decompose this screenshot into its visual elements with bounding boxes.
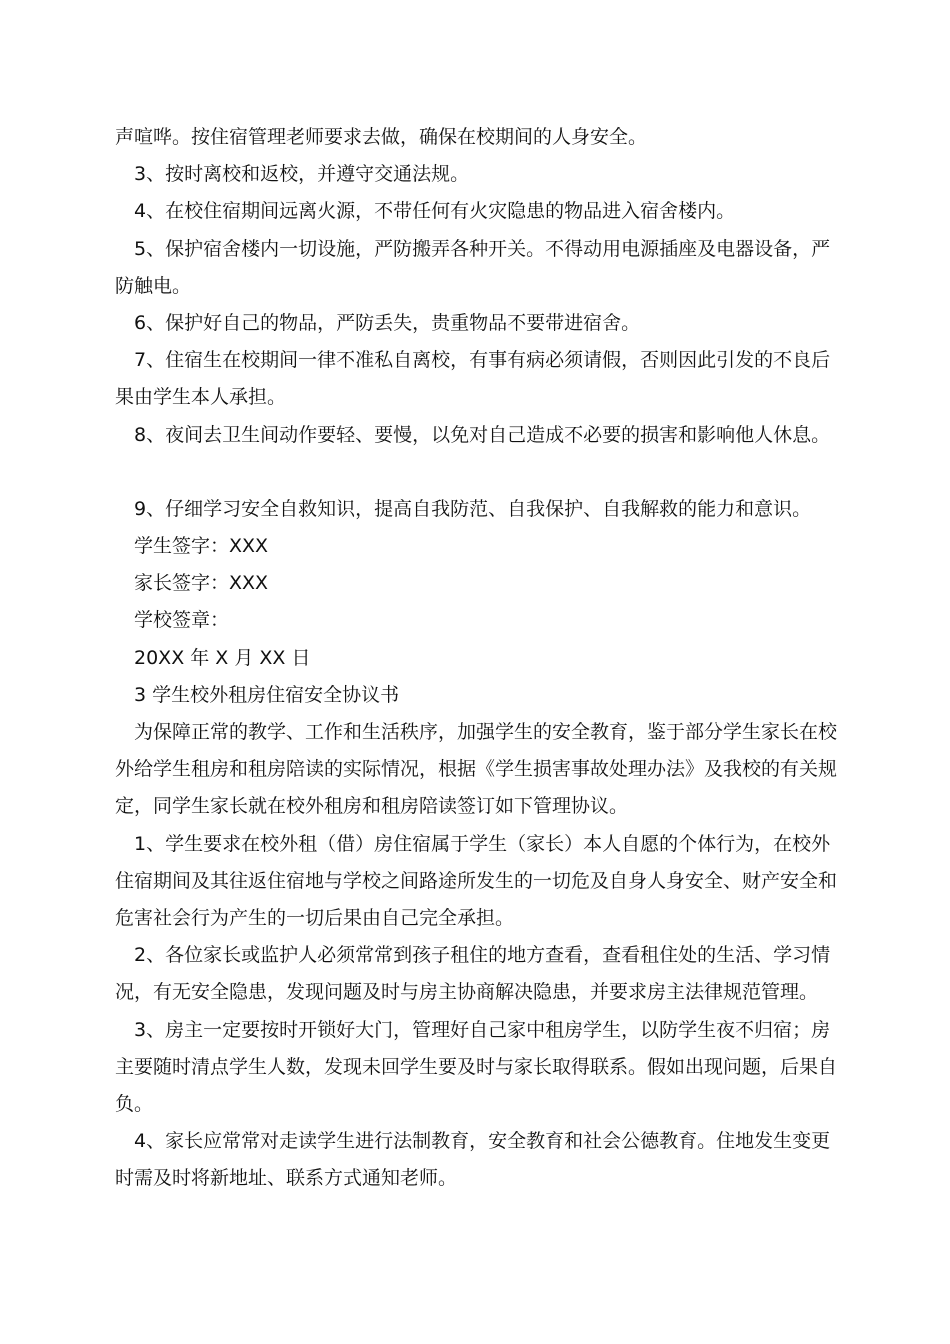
- rule-4-paragraph: 4、在校住宿期间远离火源，不带任何有火灾隐患的物品进入宿舍楼内。: [134, 200, 736, 223]
- agreement-clause-1: 1、学生要求在校外租（借）房住宿属于学生（家长）本人自愿的个体行为，在校外住宿期间及其往返住宿地与学校之间路途所发生的一切危及自身人身安全、财产安全和危害社会行为产生的一切后果由自己完全承担。: [115, 832, 838, 930]
- agreement-clause-2: 2、各位家长或监护人必须常常到孩子租住的地方查看，查看租住处的生活、学习情况，有无安全隐患，发现问题及时与房主协商解决隐患，并要求房主法律规范管理。: [115, 944, 831, 1004]
- rule-3-paragraph: 3、按时离校和返校，并遵守交通法规。: [134, 163, 470, 186]
- date-line: 20XX 年 X 月 XX 日: [134, 646, 311, 669]
- blank-line: [115, 454, 840, 491]
- rule-7-paragraph: 7、住宿生在校期间一律不准私自离校，有事有病必须请假，否则因此引发的不良后果由学生本人承担。: [115, 349, 831, 409]
- agreement-clause-4: 4、家长应常常对走读学生进行法制教育，安全教育和社会公德教育。住地发生变更时需及时将新地址、联系方式通知老师。: [115, 1130, 831, 1190]
- rule-6-paragraph: 6、保护好自己的物品，严防丢失，贵重物品不要带进宿舍。: [134, 312, 641, 335]
- document-body: [115, 119, 840, 1198]
- school-seal-line: 学校签章：: [134, 609, 230, 632]
- agreement-clause-3: 3、房主一定要按时开锁好大门，管理好自己家中租房学生，以防学生夜不归宿；房主要随时清点学生人数，发现未回学生要及时与家长取得联系。假如出现问题，后果自负。: [115, 1018, 838, 1116]
- student-signature-line: 学生签字：XXX: [134, 535, 269, 558]
- paragraph-safety-continued: 声喧哗。按住宿管理老师要求去做，确保在校期间的人身安全。: [115, 126, 648, 148]
- section-title: 3 学生校外租房住宿安全协议书: [134, 683, 400, 706]
- rule-8-paragraph: 8、夜间去卫生间动作要轻、要慢，以免对自己造成不必要的损害和影响他人休息。: [134, 423, 831, 446]
- parent-signature-line: 家长签字：XXX: [134, 572, 269, 595]
- rule-9-paragraph: 9、仔细学习安全自救知识，提高自我防范、自我保护、自我解救的能力和意识。: [134, 497, 812, 520]
- rule-5-paragraph: 5、保护宿舍楼内一切设施，严防搬弄各种开关。不得动用电源插座及电器设备，严防触电。: [115, 237, 831, 297]
- agreement-intro-paragraph: 为保障正常的教学、工作和生活秩序，加强学生的安全教育，鉴于部分学生家长在校外给学生租房和租房陪读的实际情况，根据《学生损害事故处理办法》及我校的有关规定，同学生家长就在校外租房和租房陪读签订如下管理协议。: [115, 721, 838, 818]
